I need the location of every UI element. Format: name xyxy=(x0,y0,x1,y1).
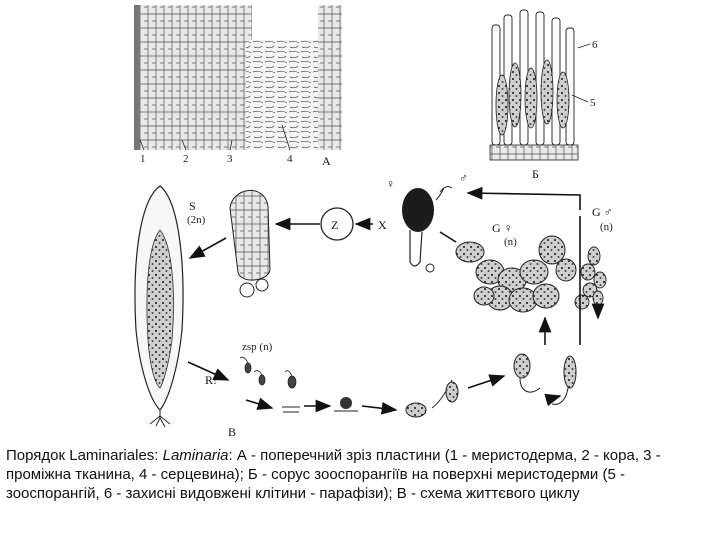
germlings xyxy=(406,354,576,417)
zoospores-label: zsp (n) xyxy=(242,341,273,353)
male-gametophyte-ploidy: (n) xyxy=(600,221,613,233)
holdfast xyxy=(150,410,170,427)
sporophyte-label: S xyxy=(189,199,196,213)
fertilization-label: X xyxy=(378,218,387,232)
zoospores xyxy=(240,357,296,388)
panel-a-label-1: 1 xyxy=(140,153,146,165)
arrow-female-gametophyte xyxy=(440,232,456,242)
panel-v-letter: В xyxy=(228,425,237,439)
arrow-sporophyte-to-young xyxy=(190,238,226,258)
arrow-male-to-oogonium xyxy=(468,193,580,210)
female-gametophyte-label: G ♀ xyxy=(492,221,513,235)
zygote-label: Z xyxy=(331,218,339,232)
panel-b-sorus xyxy=(490,10,598,181)
sperm-symbol: ♂ xyxy=(459,171,468,185)
caption-prefix: Порядок Laminariales: xyxy=(6,447,163,464)
panel-a-label-3: 3 xyxy=(227,153,233,165)
sporophyte-ploidy: (2n) xyxy=(187,214,206,226)
panel-a-label-4: 4 xyxy=(287,153,293,165)
egg-symbol: ♀ xyxy=(386,177,395,191)
panel-b-label-6: 6 xyxy=(592,39,598,51)
arrow-germling-to-female xyxy=(468,376,504,388)
panel-b-letter: Б xyxy=(532,167,539,181)
settled-spore xyxy=(282,397,358,412)
caption-genus: Laminaria xyxy=(162,447,229,464)
panel-a-cross-section xyxy=(134,5,342,168)
cortex-tissue xyxy=(134,5,252,150)
arrow-to-settled xyxy=(246,400,272,408)
arrow-settled-to-germling xyxy=(362,406,396,410)
panel-b-label-5: 5 xyxy=(590,97,596,109)
meristoderm-cells xyxy=(490,145,578,160)
panel-v-life-cycle xyxy=(135,171,613,439)
medulla-tissue xyxy=(246,40,326,150)
caption-text: : А - поперечний зріз пластини (1 - меристодерма, 2 - кора, 3 - проміжна тканина, 4 - серцевина); Б - сорус зооспорангіїв на поверхні меристодерми (5 - зооспорангій, 6 - захисні видовжені клітини - парафізи); В - схема життєвого циклу xyxy=(6,447,661,502)
antherozoid xyxy=(436,187,452,200)
oogonium xyxy=(402,188,434,272)
meiosis-label: R! xyxy=(205,373,217,387)
meristoderm-edge xyxy=(134,5,140,150)
female-gametophyte-ploidy: (n) xyxy=(504,236,517,248)
male-gametophyte-label: G ♂ xyxy=(592,205,613,219)
panel-a-letter: А xyxy=(322,154,331,168)
arrow-germling-to-male xyxy=(546,396,560,400)
cortex-tissue-right xyxy=(318,5,342,150)
young-sporophyte xyxy=(230,190,270,297)
figure-caption xyxy=(6,446,714,503)
panel-a-label-2: 2 xyxy=(183,153,189,165)
